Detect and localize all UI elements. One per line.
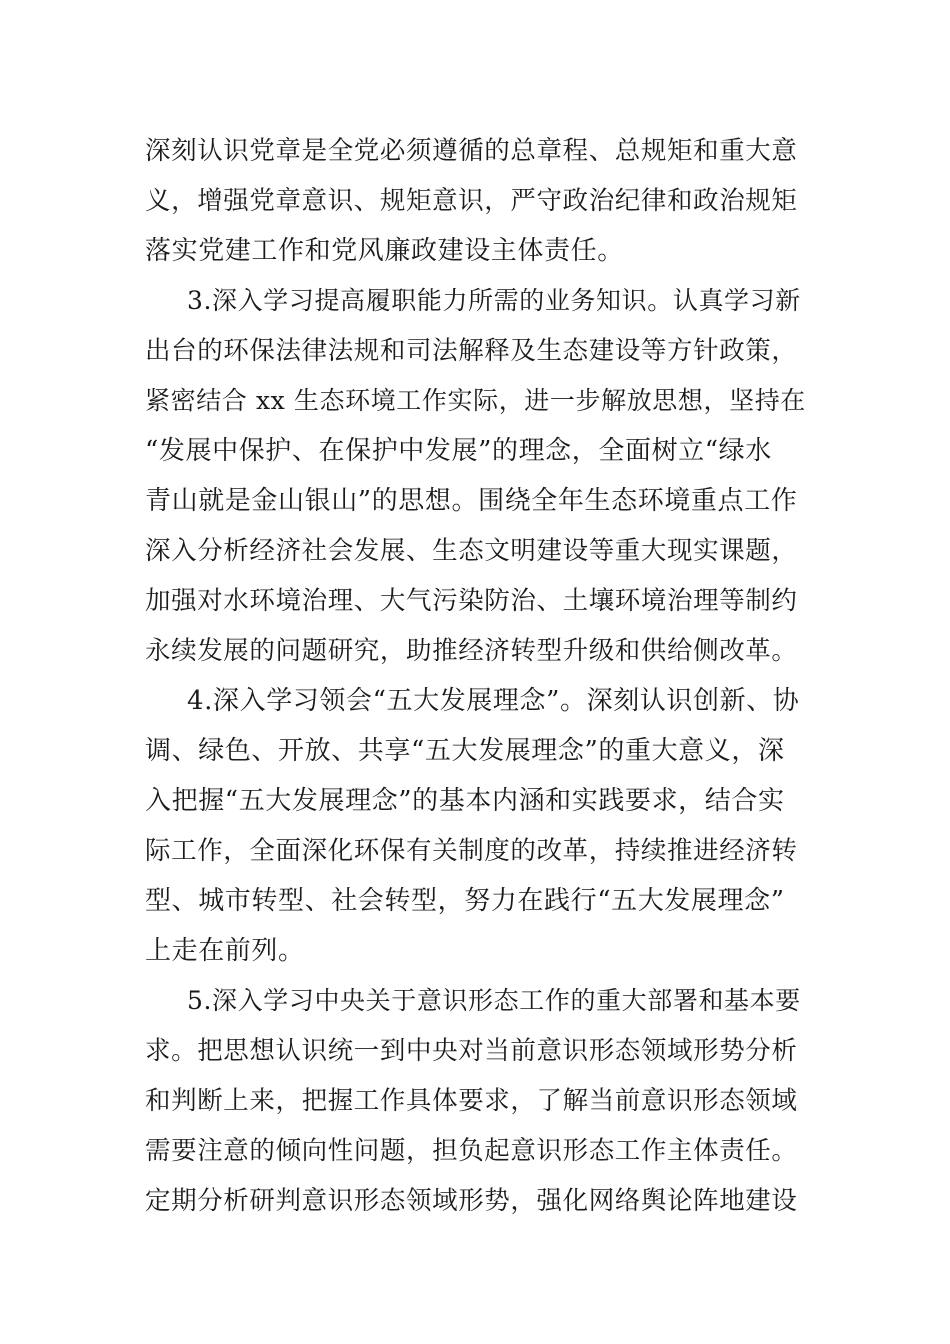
text-line: 出台的环保法律法规和司法解释及生态建设等方针政策， [145,336,798,366]
paragraph-heading-3: 3.深入学习提高履职能力所需的业务知识。认真学习新 [187,286,801,315]
text-line: “发展中保护、在保护中发展”的理念，全面树立“绿水 [145,436,772,466]
text-line: 调、绿色、开放、共享“五大发展理念”的重大意义，深 [145,736,785,766]
text-line: 入把握“五大发展理念”的基本内涵和实践要求，结合实 [145,786,785,816]
text-line: 需要注意的倾向性问题，担负起意识形态工作主体责任。 [145,1136,798,1166]
text-line: 定期分析研判意识形态领域形势，强化网络舆论阵地建设 [145,1186,798,1216]
text-line: 加强对水环境治理、大气污染防治、土壤环境治理等制约 [145,586,798,616]
text-line: 紧密结合 xx 生态环境工作实际，进一步解放思想，坚持在 [145,386,806,415]
paragraph-heading-5: 5.深入学习中央关于意识形态工作的重大部署和基本要 [187,986,801,1015]
text-line: 求。把思想认识统一到中央对当前意识形态领域形势分析 [145,1036,798,1066]
text-line: 永续发展的问题研究，助推经济转型升级和供给侧改革。 [145,636,798,666]
text-line: 义，增强党章意识、规矩意识，严守政治纪律和政治规矩 [145,186,798,216]
paragraph-heading-4: 4.深入学习领会“五大发展理念”。深刻认识创新、协 [187,686,800,716]
text-line: 上走在前列。 [145,936,305,966]
text-line: 深入分析经济社会发展、生态文明建设等重大现实课题， [145,536,798,566]
text-line: 深刻认识党章是全党必须遵循的总章程、总规矩和重大意 [145,136,798,166]
text-line: 和判断上来，把握工作具体要求，了解当前意识形态领域 [145,1086,798,1116]
text-line: 型、城市转型、社会转型，努力在践行“五大发展理念” [145,886,785,916]
text-line: 青山就是金山银山”的思想。围绕全年生态环境重点工作 [145,486,798,516]
text-line: 落实党建工作和党风廉政建设主体责任。 [145,236,624,266]
text-line: 际工作，全面深化环保有关制度的改革，持续推进经济转 [145,836,798,866]
